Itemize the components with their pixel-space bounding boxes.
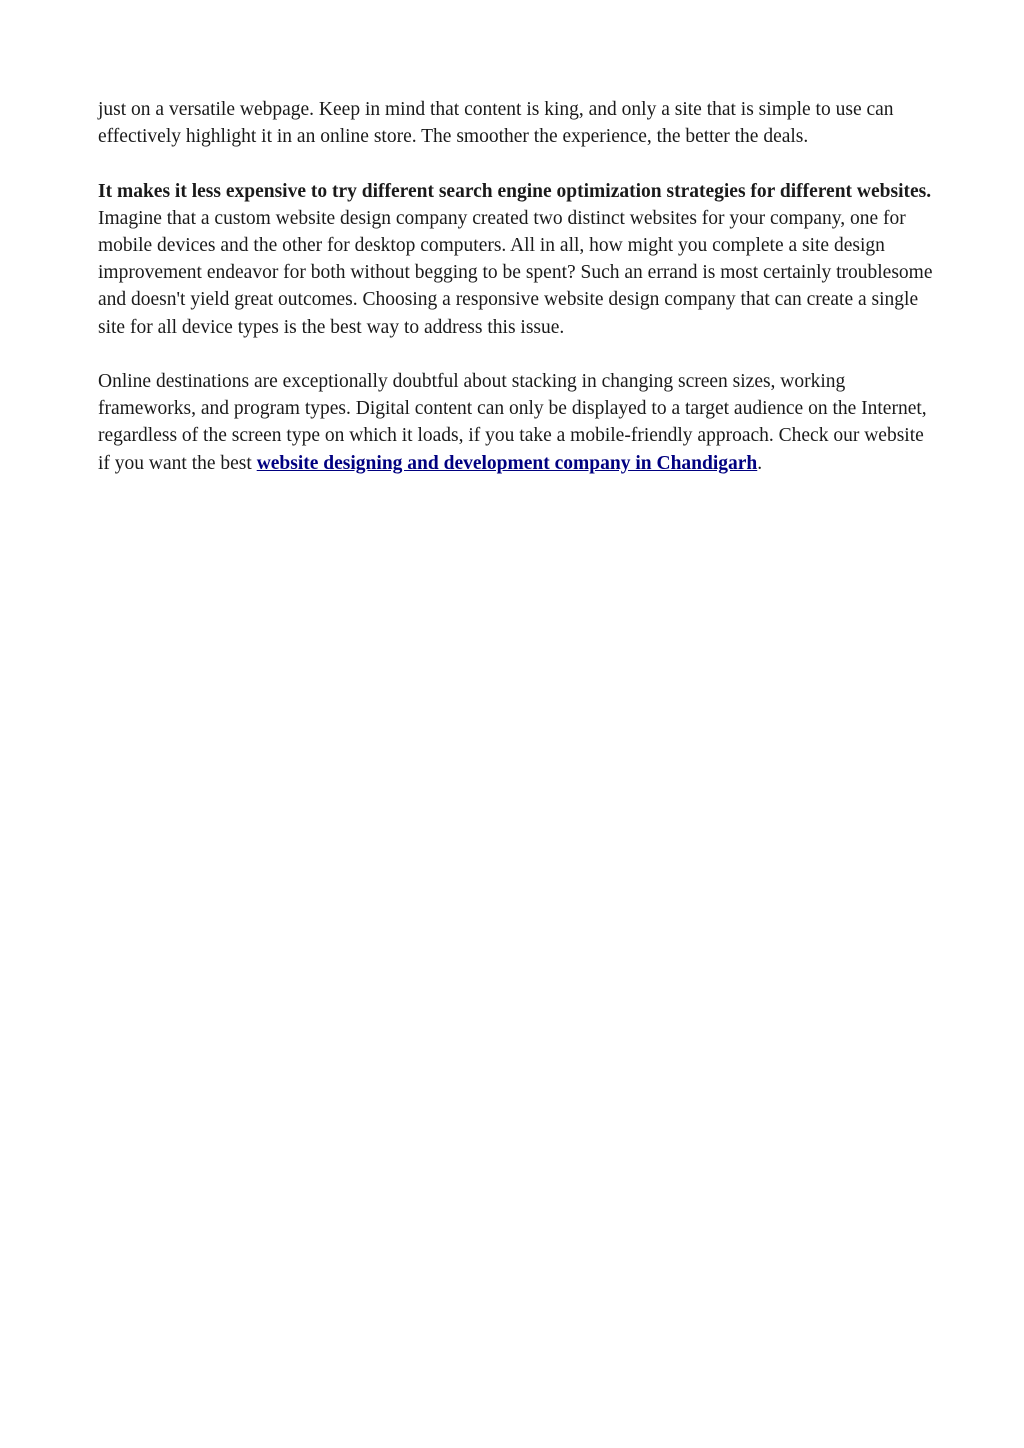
closing-paragraph-text: Online destinations are exceptionally doubtful about stacking in changing screen sizes, working frameworks, and program types. Digital content can only be displayed to a target audience on the Internet, regardless of the screen type on which it loads, if you take a mobile-friendly approach. Check our website if you want the best [98, 371, 927, 474]
body-paragraph: Imagine that a custom website design company created two distinct websites for your company, one for mobile devices and the other for desktop computers. All in all, how might you complete a site design improvement endeavor for both without begging to be spent? Such an errand is most certainly troublesome and doesn't yield great outcomes. Choosing a responsive website design company that can create a single site for all device types is the best way to address this issue. [98, 207, 933, 338]
document-page [98, 96, 938, 477]
closing-period: . [757, 452, 763, 474]
closing-paragraph [98, 368, 938, 477]
paragraph-spacer [98, 150, 938, 177]
intro-paragraph: just on a versatile webpage. Keep in mind that content is king, and only a site that is simple to use can effectively highlight it in an online store. The smoother the experience, the better the deals. [98, 99, 894, 148]
company-link[interactable]: website designing and development company in Chandigarh [256, 452, 758, 474]
section-heading: It makes it less expensive to try different search engine optimization strategies for different websites. [98, 180, 932, 202]
paragraph-spacer [98, 341, 938, 368]
